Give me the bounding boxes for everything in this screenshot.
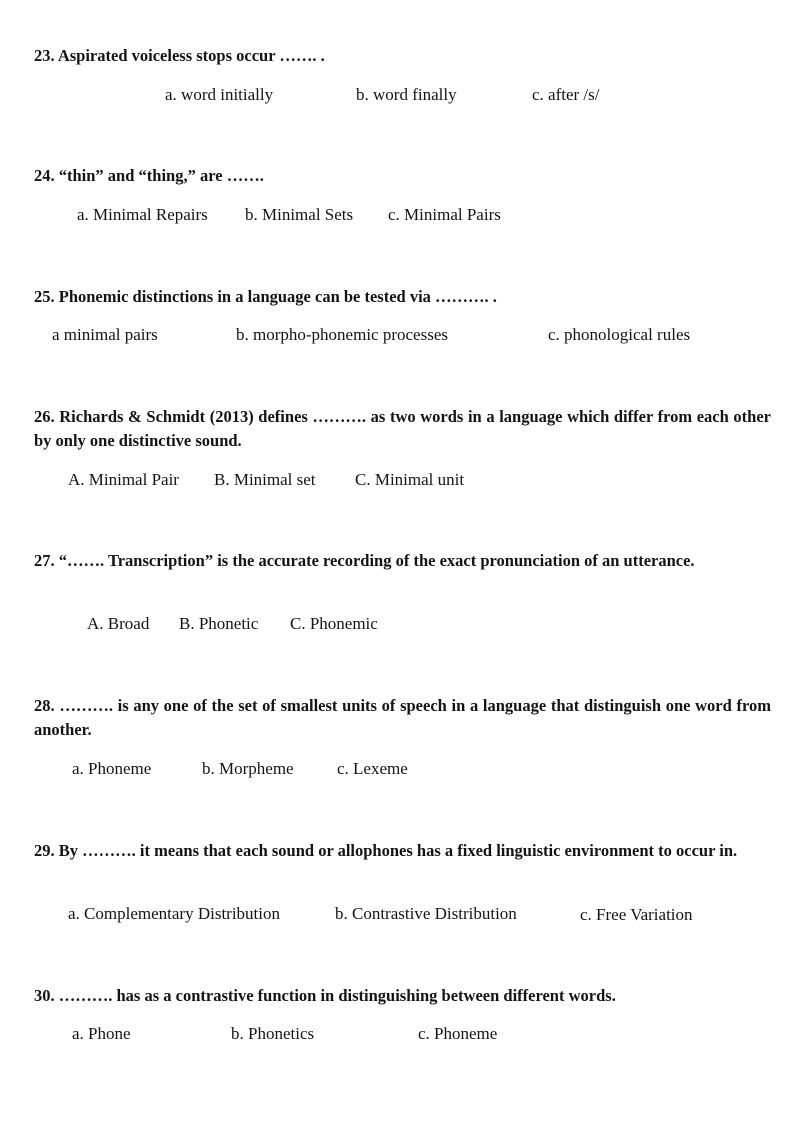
q28-option-b: b. Morpheme <box>202 759 294 778</box>
question-24: 24. “thin” and “thing,” are ……. <box>34 166 264 185</box>
question-26: 26. Richards & Schmidt (2013) defines ………. as two words in a language which differ from each other by only one distinctive sound. <box>34 407 771 450</box>
q23-option-b: b. word finally <box>356 85 457 104</box>
q25-option-a: a minimal pairs <box>52 325 158 344</box>
question-25: 25. Phonemic distinctions in a language can be tested via ………. . <box>34 287 497 306</box>
q29-option-a: a. Complementary Distribution <box>68 904 280 923</box>
question-27: 27. “……. Transcription” is the accurate recording of the exact pronunciation of an utterance. <box>34 551 695 570</box>
q26-option-a: A. Minimal Pair <box>68 470 179 489</box>
q23-option-a: a. word initially <box>165 85 274 104</box>
q29-option-c: c. Free Variation <box>580 905 693 924</box>
q25-option-c: c. phonological rules <box>548 325 691 344</box>
q27-option-b: B. Phonetic <box>179 614 259 633</box>
q25-option-b: b. morpho-phonemic processes <box>236 325 448 344</box>
question-23: 23. Aspirated voiceless stops occur ……. . <box>34 46 325 65</box>
q23-option-c: c. after /s/ <box>532 85 600 104</box>
question-28: 28. ………. is any one of the set of smallest units of speech in a language that distinguish one word from another. <box>34 696 771 739</box>
q30-option-c: c. Phoneme <box>418 1024 498 1043</box>
q30-option-b: b. Phonetics <box>231 1024 315 1043</box>
q24-option-b: b. Minimal Sets <box>245 205 354 224</box>
q24-option-a: a. Minimal Repairs <box>77 205 208 224</box>
question-30: 30. ………. has as a contrastive function in distinguishing between different words. <box>34 986 616 1005</box>
question-29: 29. By ………. it means that each sound or allophones has a fixed linguistic environment to occur in. <box>34 841 738 860</box>
q29-option-b: b. Contrastive Distribution <box>335 904 517 923</box>
q30-option-a: a. Phone <box>72 1024 131 1043</box>
q24-option-c: c. Minimal Pairs <box>388 205 501 224</box>
q28-option-a: a. Phoneme <box>72 759 152 778</box>
q26-option-c: C. Minimal unit <box>355 470 465 489</box>
q28-option-c: c. Lexeme <box>337 759 408 778</box>
q26-option-b: B. Minimal set <box>214 470 316 489</box>
q27-option-a: A. Broad <box>87 614 150 633</box>
q27-option-c: C. Phonemic <box>290 614 378 633</box>
